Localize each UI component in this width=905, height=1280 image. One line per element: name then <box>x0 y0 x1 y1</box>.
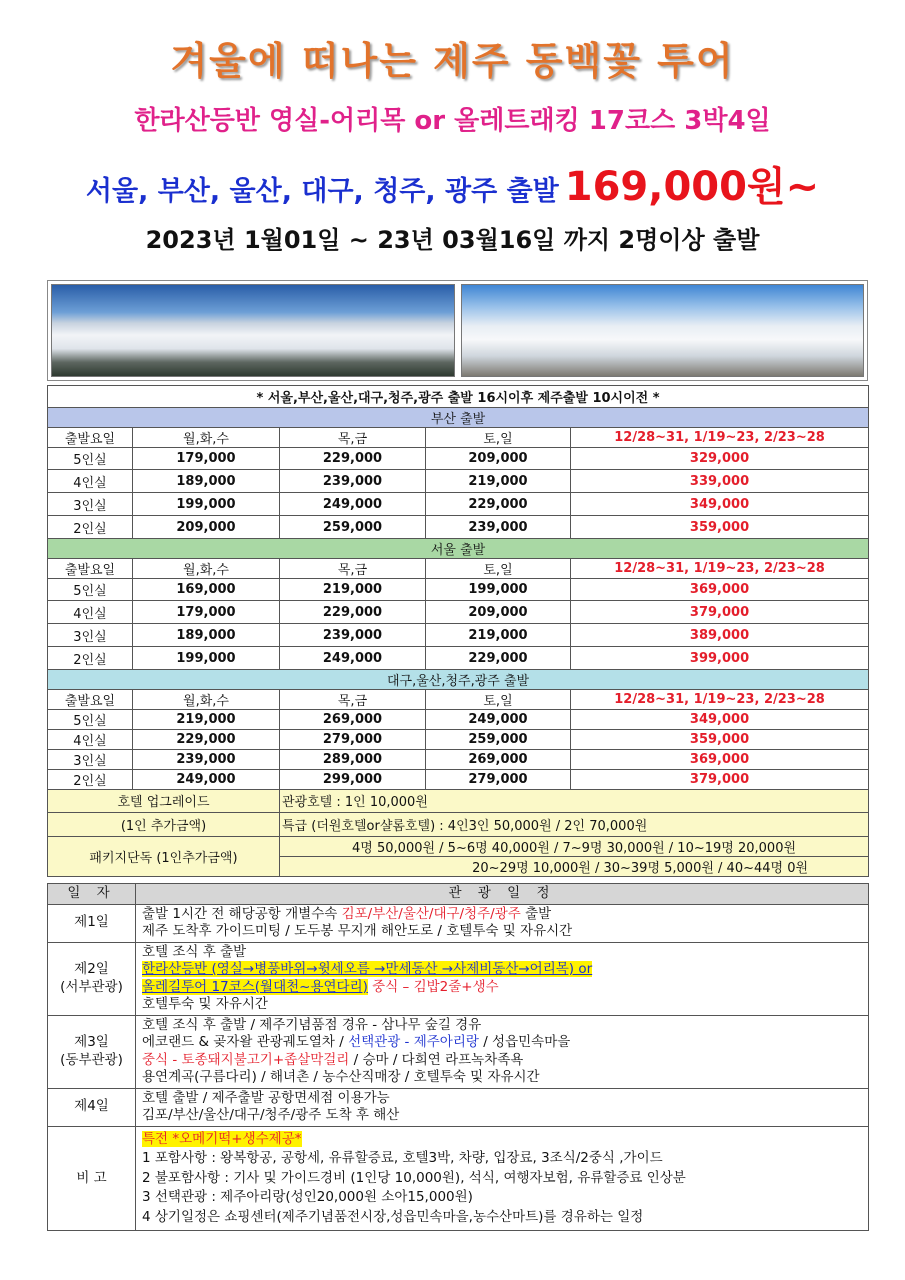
room-type: 4인실 <box>48 601 133 624</box>
note-shopping: 4 상기일정은 쇼핑센터(제주기념품전시장,성읍민속마을,농수산마트)를 경유하는 일정 <box>142 1208 644 1225</box>
price-cell: 279,000 <box>426 770 571 790</box>
section-band <box>48 670 869 690</box>
room-type: 4인실 <box>48 730 133 750</box>
hotel-upgrade-row <box>48 790 869 813</box>
price-row <box>48 750 869 770</box>
price-cell: 239,000 <box>280 470 426 493</box>
hotel-upgrade-row-2 <box>48 812 869 836</box>
itinerary-header <box>48 884 869 905</box>
price-row <box>48 470 869 493</box>
departure-cities: 서울, 부산, 울산, 대구, 청주, 광주 출발 <box>85 176 559 207</box>
price-row <box>48 647 869 670</box>
column-header-row <box>48 690 869 710</box>
price-cell: 249,000 <box>280 647 426 670</box>
price-cell: 299,000 <box>280 770 426 790</box>
day4-row <box>48 1088 869 1126</box>
price-row <box>48 710 869 730</box>
day2-plan <box>136 942 869 1015</box>
day2-line4: 호텔투숙 및 자유시간 <box>142 996 268 1012</box>
column-header-row <box>48 428 869 448</box>
price-cell: 359,000 <box>571 516 869 539</box>
optional-tour: 선택관광 - 제주아리랑 <box>348 1034 479 1050</box>
header-plan: 관 광 일 정 <box>136 884 869 905</box>
day1-line2: 제주 도착후 가이드미팅 / 도두봉 무지개 해안도로 / 호텔투숙 및 자유시간 <box>142 923 573 939</box>
price-cell: 229,000 <box>280 601 426 624</box>
price-cell: 179,000 <box>133 601 280 624</box>
column-header: 출발요일 <box>48 428 133 448</box>
price-cell: 219,000 <box>280 579 426 601</box>
column-header: 12/28~31, 1/19~23, 2/23~28 <box>571 690 869 710</box>
column-header: 목,금 <box>280 559 426 579</box>
price-cell: 249,000 <box>133 770 280 790</box>
day3-lunch: 중식 - 토종돼지불고기+좁살막걸리 <box>142 1051 350 1068</box>
price-cell: 239,000 <box>426 516 571 539</box>
section-title: 부산 출발 <box>48 408 869 428</box>
note-excluded: 2 불포함사항 : 기사 및 가이드경비 (1인당 10,000원), 석식, 여행자보험, 유류할증료 인상분 <box>142 1169 686 1186</box>
price-row <box>48 579 869 601</box>
price-cell: 269,000 <box>280 710 426 730</box>
page-title: 겨울에 떠나는 제주 동백꽃 투어 <box>170 39 735 83</box>
price-cell: 229,000 <box>133 730 280 750</box>
day4-plan <box>136 1088 869 1126</box>
day3-plan <box>136 1015 869 1088</box>
day1-row <box>48 904 869 942</box>
package-line1: 4명 50,000원 / 5~6명 40,000원 / 7~9명 30,000원 / 10~19명 20,000원 <box>280 836 869 856</box>
price-cell: 349,000 <box>571 493 869 516</box>
price-cell: 179,000 <box>133 448 280 470</box>
day3-line2: 에코랜드 & 곶자왈 관광궤도열차 / 선택관광 - 제주아리랑 / 성읍민속마을 <box>142 1034 571 1050</box>
departure-notice: * 서울,부산,울산,대구,청주,광주 출발 16시이후 제주출발 10시이전 * <box>48 386 869 408</box>
package-line2: 20~29명 10,000원 / 30~39명 5,000원 / 40~44명 0원 <box>280 856 869 876</box>
column-header: 월,화,수 <box>133 559 280 579</box>
notes-row <box>48 1126 869 1231</box>
hallasan-route: 한라산등반 (영실→병풍바위→윗세오름 →만세동산 →사제비동산→어리목) or <box>142 961 593 977</box>
price-cell: 379,000 <box>571 601 869 624</box>
day2-label: 제2일 (서부관광) <box>48 942 136 1015</box>
price-cell: 349,000 <box>571 710 869 730</box>
price-cell: 219,000 <box>426 470 571 493</box>
note-optional: 3 선택관광 : 제주아리랑(성인20,000원 소아15,000원) <box>142 1189 473 1205</box>
day1-label: 제1일 <box>48 904 136 942</box>
snowy-trail-photo <box>461 284 865 377</box>
price-cell: 239,000 <box>280 624 426 647</box>
price-row <box>48 601 869 624</box>
price-cell: 259,000 <box>280 516 426 539</box>
day2-line1: 호텔 조식 후 출발 <box>142 943 247 960</box>
section-band <box>48 539 869 559</box>
price-cell: 229,000 <box>426 647 571 670</box>
price-cell: 189,000 <box>133 624 280 647</box>
room-type: 2인실 <box>48 647 133 670</box>
notes-label: 비 고 <box>48 1126 136 1231</box>
day4-line1: 호텔 출발 / 제주출발 공항면세점 이용가능 <box>142 1089 390 1106</box>
price-cell: 199,000 <box>133 647 280 670</box>
room-type: 4인실 <box>48 470 133 493</box>
package-row <box>48 836 869 856</box>
hotel-upgrade-label: 호텔 업그레이드 <box>48 790 280 813</box>
price-cell: 369,000 <box>571 750 869 770</box>
hotel-upgrade-sublabel: (1인 추가금액) <box>48 812 280 836</box>
day3-line3: 중식 - 토종돼지불고기+좁살막걸리 / 승마 / 다희연 라프녹차족욕 <box>142 1051 524 1068</box>
column-header: 12/28~31, 1/19~23, 2/23~28 <box>571 428 869 448</box>
tour-period: 2023년 1월01일 ~ 23년 03월16일 까지 2명이상 출발 <box>145 226 760 254</box>
day2-row <box>48 942 869 1015</box>
room-type: 3인실 <box>48 624 133 647</box>
hotel-upgrade-line1: 관광호텔 : 1인 10,000원 <box>280 790 869 813</box>
hotel-upgrade-line2: 특급 (더원호텔or샬롬호텔) : 4인3인 50,000원 / 2인 70,000원 <box>280 812 869 836</box>
price-cell: 339,000 <box>571 470 869 493</box>
column-header: 월,화,수 <box>133 428 280 448</box>
column-header: 목,금 <box>280 428 426 448</box>
column-header: 목,금 <box>280 690 426 710</box>
room-type: 5인실 <box>48 579 133 601</box>
price-cell: 199,000 <box>426 579 571 601</box>
day1-plan <box>136 904 869 942</box>
snowy-mountain-photo <box>51 284 455 377</box>
header-day: 일 자 <box>48 884 136 905</box>
starting-price: 169,000원~ <box>564 164 820 210</box>
price-cell: 219,000 <box>426 624 571 647</box>
column-header: 출발요일 <box>48 690 133 710</box>
package-label: 패키지단독 (1인추가금액) <box>48 836 280 876</box>
page-subtitle: 한라산등반 영실-어리목 or 올레트래킹 17코스 3박4일 <box>134 106 771 136</box>
price-cell: 219,000 <box>133 710 280 730</box>
price-cell: 229,000 <box>280 448 426 470</box>
price-cell: 249,000 <box>426 710 571 730</box>
price-row <box>48 624 869 647</box>
day3-row <box>48 1015 869 1088</box>
price-cell: 399,000 <box>571 647 869 670</box>
day3-line4: 용연계곡(구름다리) / 해녀촌 / 농수산직매장 / 호텔투숙 및 자유시간 <box>142 1069 540 1085</box>
notes-content <box>136 1126 869 1231</box>
price-table <box>47 385 869 877</box>
day2-line3 <box>142 979 862 997</box>
price-cell: 229,000 <box>426 493 571 516</box>
photo-strip <box>47 280 868 381</box>
itinerary-table <box>47 883 869 1231</box>
day3-line1: 호텔 조식 후 출발 / 제주기념품점 경유 - 삼나무 숲길 경유 <box>142 1016 482 1033</box>
section-band <box>48 408 869 428</box>
note-included: 1 포함사항 : 왕복항공, 공항세, 유류할증료, 호텔3박, 차량, 입장료, 3조식/2중식 ,가이드 <box>142 1150 663 1166</box>
price-row <box>48 493 869 516</box>
room-type: 2인실 <box>48 770 133 790</box>
price-row <box>48 448 869 470</box>
price-cell: 249,000 <box>280 493 426 516</box>
price-row <box>48 770 869 790</box>
section-title: 대구,울산,청주,광주 출발 <box>48 670 869 690</box>
day4-line2: 김포/부산/울산/대구/청주/광주 도착 후 해산 <box>142 1107 400 1123</box>
column-header: 월,화,수 <box>133 690 280 710</box>
price-cell: 259,000 <box>426 730 571 750</box>
price-cell: 209,000 <box>426 448 571 470</box>
room-type: 3인실 <box>48 493 133 516</box>
column-header: 토,일 <box>426 690 571 710</box>
price-cell: 209,000 <box>133 516 280 539</box>
price-cell: 379,000 <box>571 770 869 790</box>
day2-line2 <box>142 961 862 979</box>
departure-line <box>0 155 905 212</box>
price-cell: 359,000 <box>571 730 869 750</box>
price-cell: 369,000 <box>571 579 869 601</box>
column-header-row <box>48 559 869 579</box>
notice-row <box>48 386 869 408</box>
day2-lunch: 중식 – 김밥2줄+생수 <box>367 978 499 995</box>
section-title: 서울 출발 <box>48 539 869 559</box>
price-cell: 239,000 <box>133 750 280 770</box>
price-row <box>48 516 869 539</box>
room-type: 2인실 <box>48 516 133 539</box>
price-cell: 289,000 <box>280 750 426 770</box>
day1-line1: 출발 1시간 전 해당공항 개별수속 김포/부산/울산/대구/청주/광주 출발 <box>142 905 552 922</box>
special-offer: 특전 *오메기떡+생수제공* <box>142 1130 302 1147</box>
price-cell: 279,000 <box>280 730 426 750</box>
column-header: 토,일 <box>426 559 571 579</box>
column-header: 12/28~31, 1/19~23, 2/23~28 <box>571 559 869 579</box>
price-cell: 389,000 <box>571 624 869 647</box>
price-cell: 169,000 <box>133 579 280 601</box>
day3-label: 제3일 (동부관광) <box>48 1015 136 1088</box>
column-header: 토,일 <box>426 428 571 448</box>
price-cell: 329,000 <box>571 448 869 470</box>
room-type: 3인실 <box>48 750 133 770</box>
day4-label: 제4일 <box>48 1088 136 1126</box>
column-header: 출발요일 <box>48 559 133 579</box>
price-cell: 189,000 <box>133 470 280 493</box>
price-cell: 209,000 <box>426 601 571 624</box>
olle-route: 올레길투어 17코스(월대천~용연다리) <box>142 978 368 995</box>
price-row <box>48 730 869 750</box>
price-cell: 199,000 <box>133 493 280 516</box>
price-sections <box>48 408 869 790</box>
price-cell: 269,000 <box>426 750 571 770</box>
room-type: 5인실 <box>48 448 133 470</box>
room-type: 5인실 <box>48 710 133 730</box>
